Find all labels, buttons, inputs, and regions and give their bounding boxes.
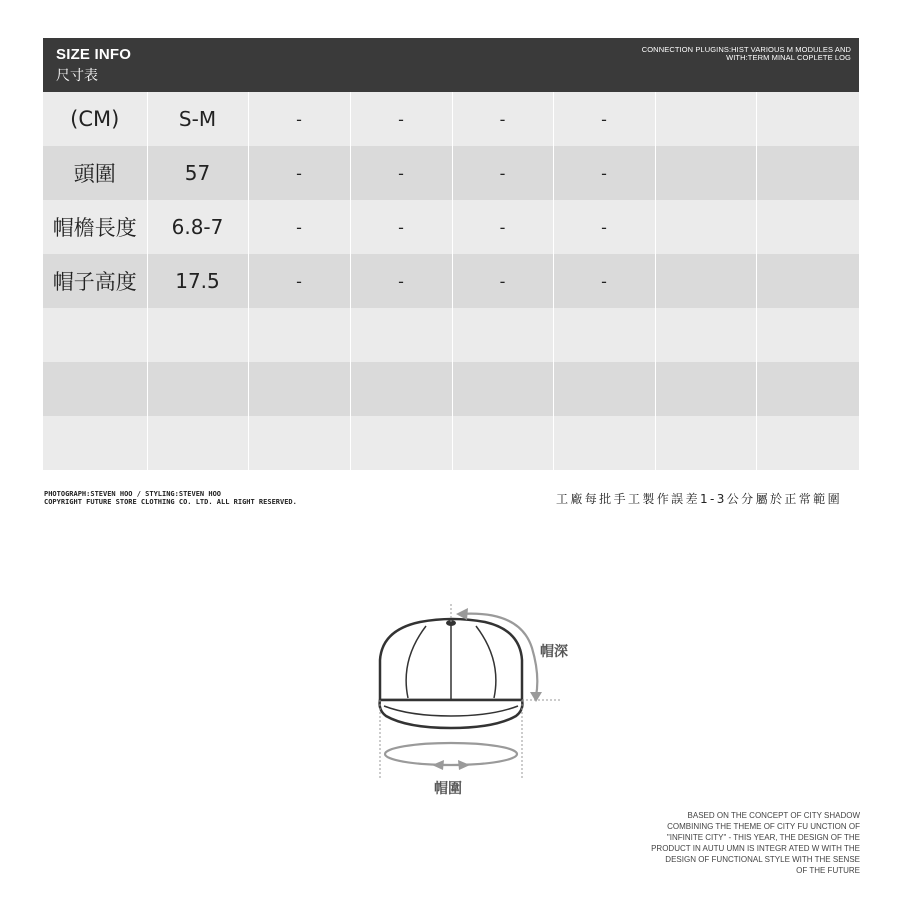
table-cell: - xyxy=(248,146,350,200)
table-cell xyxy=(147,416,248,470)
table-cell xyxy=(553,308,655,362)
cap-illustration xyxy=(370,600,590,800)
table-cell xyxy=(350,416,452,470)
circumference-arrow-head-right xyxy=(458,760,470,770)
circumference-arrow-head-left xyxy=(432,760,444,770)
table-row-label xyxy=(43,308,147,362)
table-cell xyxy=(248,308,350,362)
table-cell: - xyxy=(248,200,350,254)
table-row xyxy=(43,146,859,200)
table-cell: - xyxy=(350,146,452,200)
table-cell xyxy=(655,308,756,362)
table-cell: 17.5 xyxy=(147,254,248,308)
table-cell xyxy=(452,308,553,362)
table-cell: - xyxy=(248,254,350,308)
table-cell xyxy=(756,92,859,146)
table-cell xyxy=(452,362,553,416)
table-row-label xyxy=(43,416,147,470)
table-cell xyxy=(756,254,859,308)
concept-line-1: BASED ON THE CONCEPT OF CITY SHADOW xyxy=(687,811,860,820)
credit-line-1: PHOTOGRAPH:STEVEN HOO / STYLING:STEVEN HOO xyxy=(44,490,222,498)
table-cell xyxy=(452,416,553,470)
table-cell xyxy=(655,416,756,470)
table-cell xyxy=(248,416,350,470)
table-cell xyxy=(756,200,859,254)
table-row xyxy=(43,254,859,308)
table-cell: - xyxy=(553,200,655,254)
table-cell xyxy=(655,200,756,254)
table-cell xyxy=(147,308,248,362)
table-row xyxy=(43,362,859,416)
concept-text xyxy=(600,810,860,876)
circumference-label: 帽圍 xyxy=(434,781,462,797)
table-cell xyxy=(756,308,859,362)
table-cell: - xyxy=(452,92,553,146)
concept-line-5: DESIGN OF FUNCTIONAL STYLE WITH THE SENSE xyxy=(665,855,860,864)
size-chart-title-zh: 尺寸表 xyxy=(56,68,98,84)
table-cell xyxy=(655,92,756,146)
table-cell: 57 xyxy=(147,146,248,200)
table-cell xyxy=(147,362,248,416)
concept-line-6: OF THE FUTURE xyxy=(796,866,860,875)
table-cell xyxy=(655,254,756,308)
table-cell: - xyxy=(553,92,655,146)
table-row-label: 頭圍 xyxy=(43,146,147,200)
table-cell xyxy=(553,362,655,416)
table-row xyxy=(43,416,859,470)
concept-line-4: PRODUCT IN AUTU UMN IS INTEGR ATED W WITH THE xyxy=(651,844,860,853)
table-row xyxy=(43,200,859,254)
table-row xyxy=(43,308,859,362)
table-row-label: (CM) xyxy=(43,92,147,146)
table-cell xyxy=(553,416,655,470)
depth-label: 帽深 xyxy=(540,644,568,660)
table-cell xyxy=(756,416,859,470)
table-cell xyxy=(655,362,756,416)
table-cell: - xyxy=(452,146,553,200)
table-cell: - xyxy=(350,200,452,254)
table-cell xyxy=(655,146,756,200)
concept-line-2: COMBINING THE THEME OF CITY FU UNCTION OF xyxy=(667,822,860,831)
table-cell xyxy=(248,362,350,416)
circumference-arrow xyxy=(385,743,517,765)
table-cell: 6.8-7 xyxy=(147,200,248,254)
header-note-line-2: WITH:TERM MINAL COPLETE LOG xyxy=(726,53,851,62)
photo-credit xyxy=(44,490,297,506)
credit-line-2: COPYRIGHT FUTURE STORE CLOTHING CO. LTD. ALL RIGHT RESERVED. xyxy=(44,498,297,506)
handmade-disclaimer: 工廠每批手工製作誤差1-3公分屬於正常範圍 xyxy=(555,492,842,506)
table-cell: - xyxy=(350,254,452,308)
table-row-label: 帽檐長度 xyxy=(43,200,147,254)
concept-line-3: "INFINITE CITY" - THIS YEAR, THE DESIGN OF THE xyxy=(666,833,860,842)
header-note xyxy=(591,46,851,62)
size-info-header xyxy=(43,38,859,92)
table-cell: S-M xyxy=(147,92,248,146)
table-cell: - xyxy=(350,92,452,146)
table-cell xyxy=(756,146,859,200)
table-cell: - xyxy=(248,92,350,146)
table-cell xyxy=(756,362,859,416)
size-info-title: SIZE INFO xyxy=(56,46,132,63)
table-row-label: 帽子高度 xyxy=(43,254,147,308)
cap-measurement-diagram xyxy=(370,600,590,800)
header-note-line-1: CONNECTION PLUGINS:HIST VARIOUS M MODULES AND xyxy=(641,45,851,54)
cap-brim xyxy=(380,700,523,728)
size-table xyxy=(43,92,859,470)
table-cell: - xyxy=(553,254,655,308)
table-cell xyxy=(350,362,452,416)
table-cell: - xyxy=(452,254,553,308)
table-row xyxy=(43,92,859,146)
table-cell: - xyxy=(452,200,553,254)
table-row-label xyxy=(43,362,147,416)
table-cell xyxy=(350,308,452,362)
table-cell: - xyxy=(553,146,655,200)
